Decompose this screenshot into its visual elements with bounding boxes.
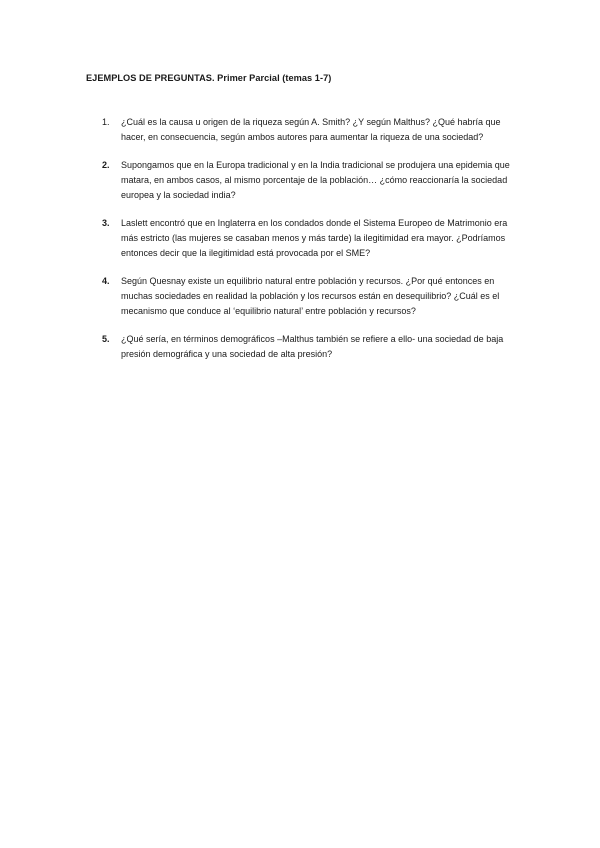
question-item bbox=[100, 274, 520, 319]
question-text: Supongamos que en la Europa tradicional y en la India tradicional se produjera una epidemia que matara, en ambos casos, al mismo porcentaje de la población… ¿cómo reaccionaría la sociedad europea y la sociedad india? bbox=[121, 160, 510, 200]
document-title bbox=[86, 73, 331, 83]
question-item bbox=[100, 115, 520, 145]
question-list bbox=[100, 115, 520, 375]
question-item bbox=[100, 158, 520, 203]
question-number: 3. bbox=[102, 218, 110, 228]
question-number: 1. bbox=[102, 117, 110, 127]
question-item bbox=[100, 216, 520, 261]
question-number: 5. bbox=[102, 334, 110, 344]
question-item bbox=[100, 332, 520, 362]
question-text: Según Quesnay existe un equilibrio natural entre población y recursos. ¿Por qué entonces en muchas sociedades en realidad la población y los recursos están en desequilibrio? ¿Cuál es el mecanismo que conduce al ‘equilibrio natural’ entre población y recursos? bbox=[121, 276, 500, 316]
question-number: 4. bbox=[102, 276, 110, 286]
question-text: ¿Cuál es la causa u origen de la riqueza según A. Smith? ¿Y según Malthus? ¿Qué habría que hacer, en consecuencia, según ambos autores para aumentar la riqueza de una sociedad? bbox=[121, 117, 501, 142]
title-bold-part: EJEMPLOS DE PREGUNTAS. bbox=[86, 73, 215, 83]
question-number: 2. bbox=[102, 160, 110, 170]
title-rest-part: Primer Parcial (temas 1-7) bbox=[217, 73, 332, 83]
question-text: Laslett encontró que en Inglaterra en los condados donde el Sistema Europeo de Matrimonio era más estricto (las mujeres se casaban menos y más tarde) la ilegitimidad era mayor. ¿Podríamos entonces decir que la ilegitimidad está provocada por el SME? bbox=[121, 218, 508, 258]
question-text: ¿Qué sería, en términos demográficos –Malthus también se refiere a ello- una sociedad de baja presión demográfica y una sociedad de alta presión? bbox=[121, 334, 504, 359]
